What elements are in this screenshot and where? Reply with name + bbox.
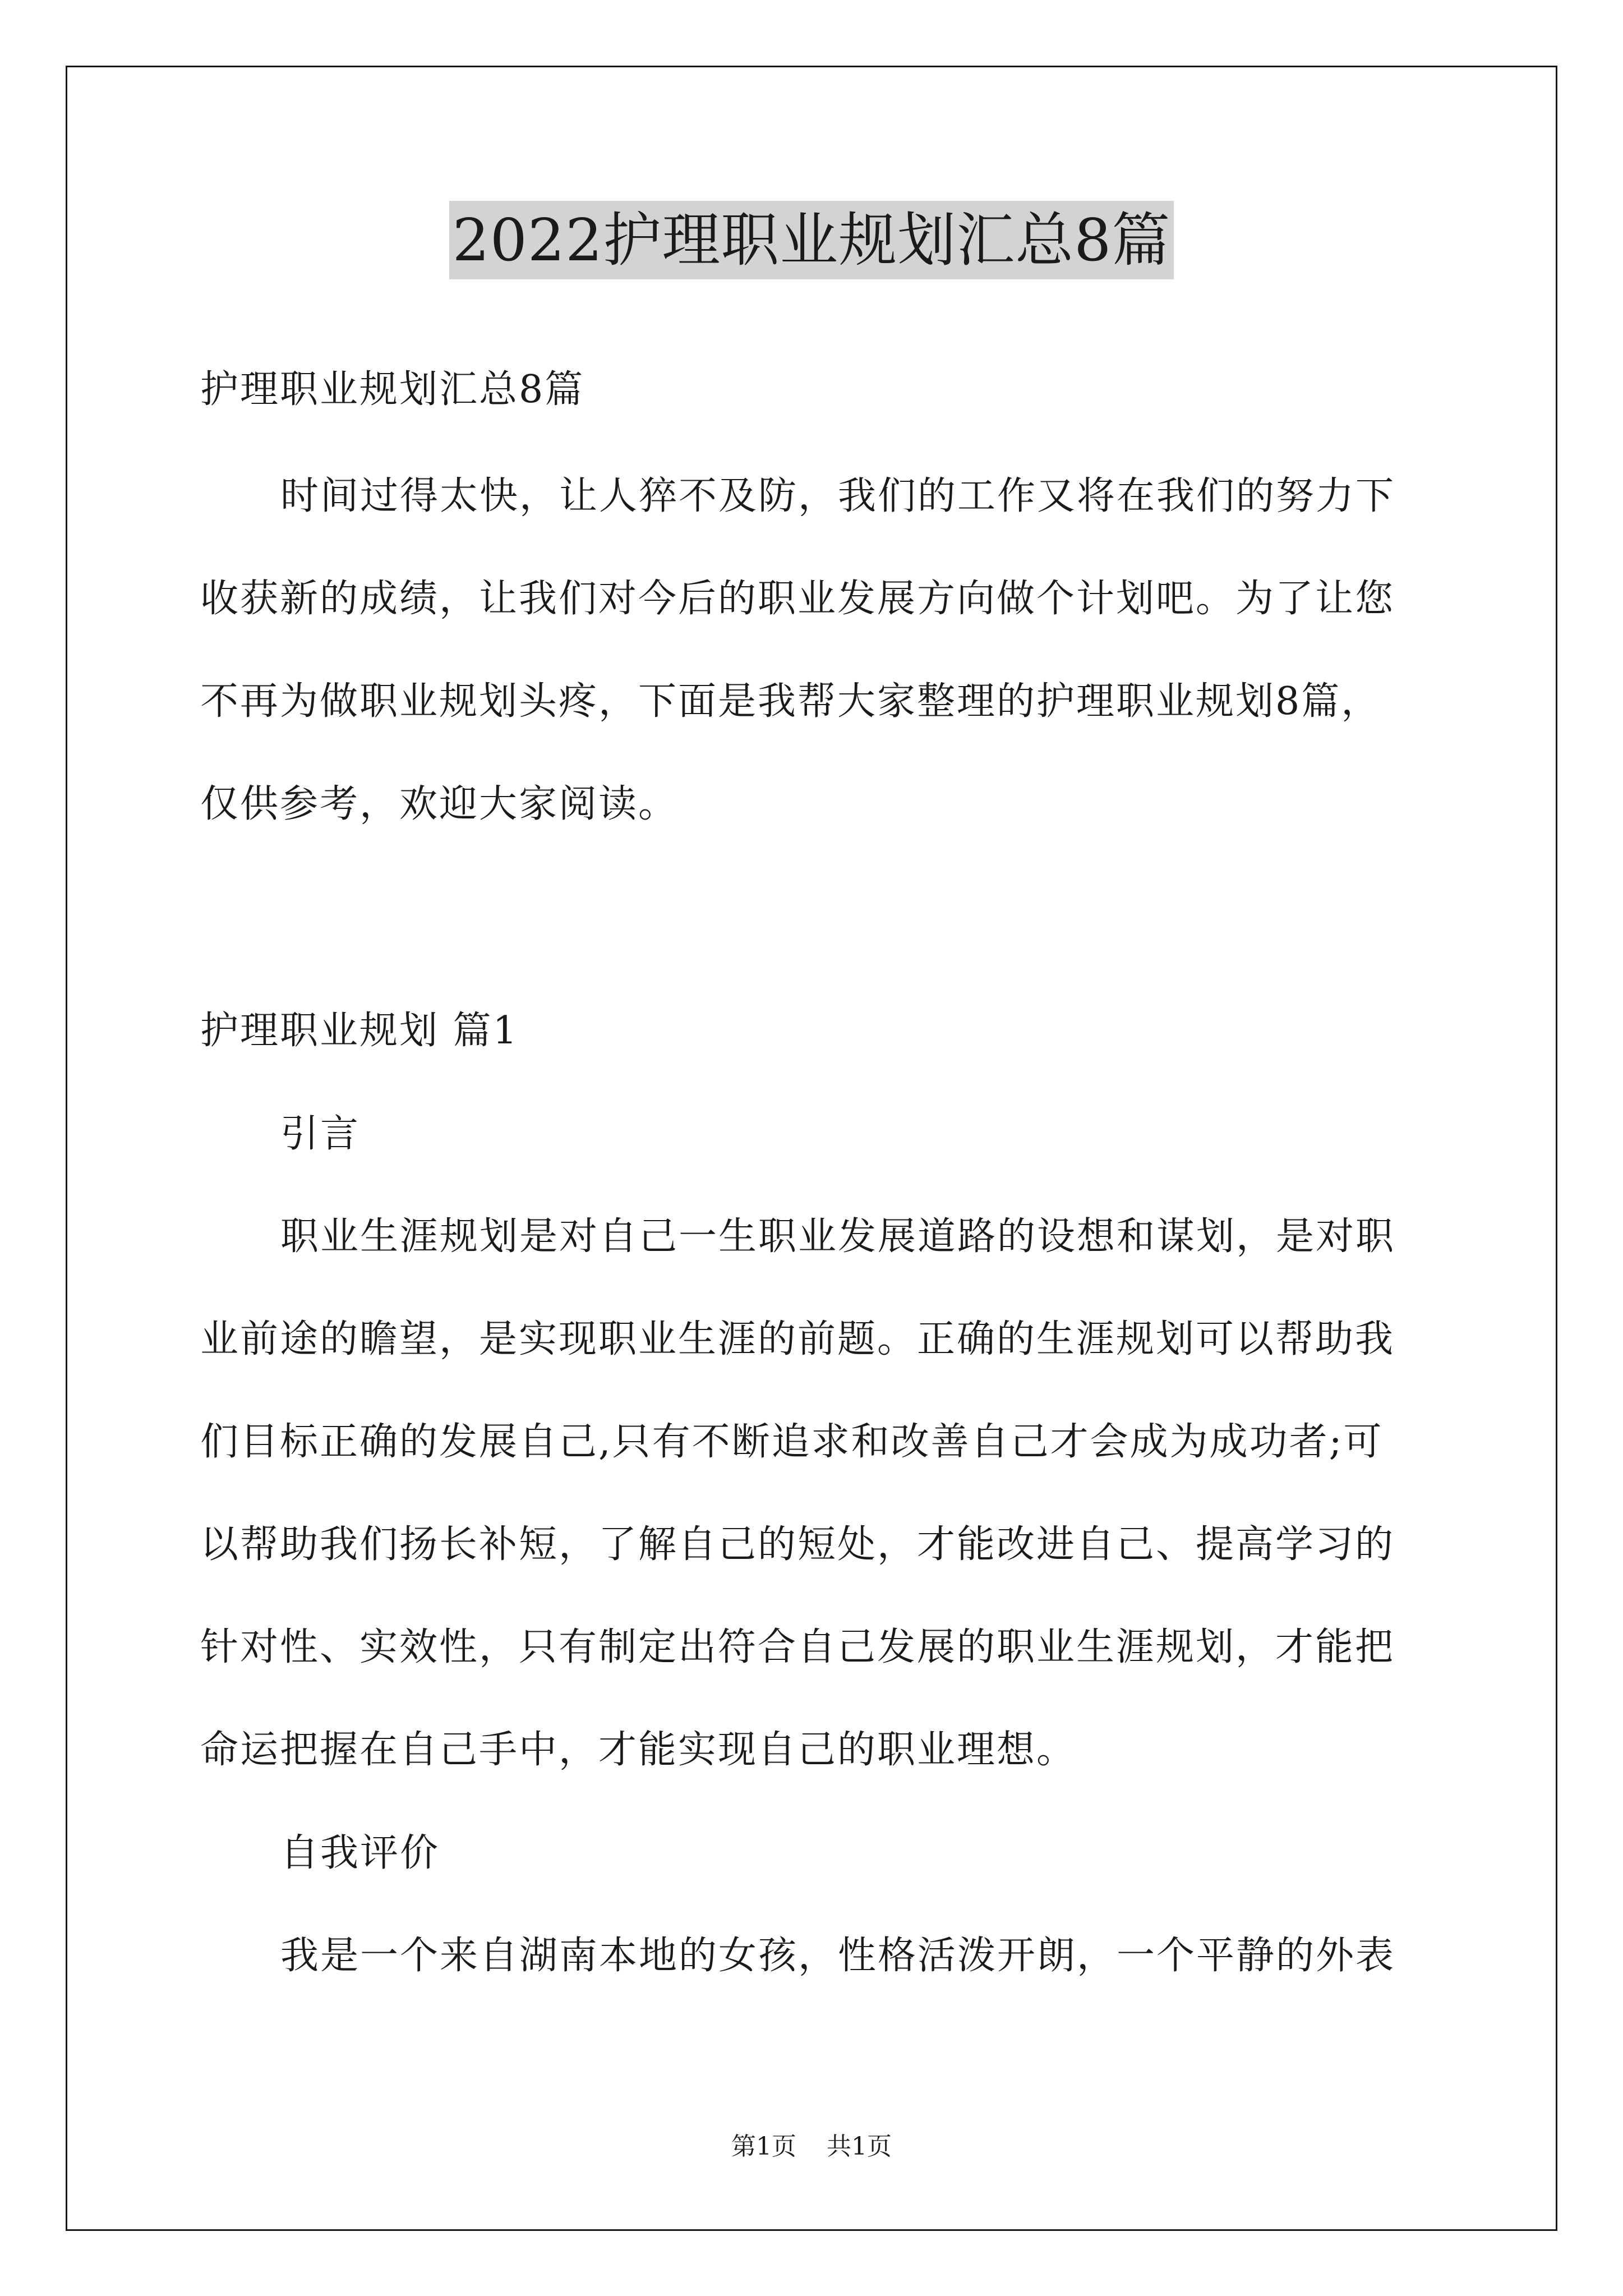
paragraph-line: 们目标正确的发展自己,只有不断追求和改善自己才会成为成功者;可 xyxy=(200,1420,1384,1464)
paragraph-line: 我是一个来自湖南本地的女孩，性格活泼开朗，一个平静的外表 xyxy=(280,1934,1396,1978)
paragraph-line: 业前途的瞻望，是实现职业生涯的前题。正确的生涯规划可以帮助我 xyxy=(200,1317,1395,1361)
subheading-self-evaluation: 自我评价 xyxy=(280,1831,440,1875)
paragraph-line: 命运把握在自己手中，才能实现自己的职业理想。 xyxy=(200,1728,1077,1772)
title-container xyxy=(0,201,1623,279)
paragraph-line: 收获新的成绩，让我们对今后的职业发展方向做个计划吧。为了让您 xyxy=(200,577,1395,621)
paragraph-line: 针对性、实效性，只有制定出符合自己发展的职业生涯规划，才能把 xyxy=(200,1625,1395,1669)
paragraph-line: 职业生涯规划是对自己一生职业发展道路的设想和谋划，是对职 xyxy=(280,1214,1396,1259)
page-number-total: 共1页 xyxy=(827,2132,892,2161)
subtitle-line: 护理职业规划汇总8篇 xyxy=(200,367,585,412)
paragraph-line: 时间过得太快，让人猝不及防，我们的工作又将在我们的努力下 xyxy=(280,474,1396,518)
page-footer xyxy=(0,2126,1623,2162)
page-number-current: 第1页 xyxy=(731,2132,796,2161)
subheading-intro: 引言 xyxy=(280,1112,361,1156)
paragraph-line: 仅供参考，欢迎大家阅读。 xyxy=(200,782,679,826)
section-heading: 护理职业规划 篇1 xyxy=(200,1009,519,1053)
paragraph-line: 以帮助我们扬长补短，了解自己的短处，才能改进自己、提高学习的 xyxy=(200,1522,1395,1567)
document-title: 2022护理职业规划汇总8篇 xyxy=(449,201,1174,279)
paragraph-line: 不再为做职业规划头疼，下面是我帮大家整理的护理职业规划8篇， xyxy=(200,679,1381,724)
